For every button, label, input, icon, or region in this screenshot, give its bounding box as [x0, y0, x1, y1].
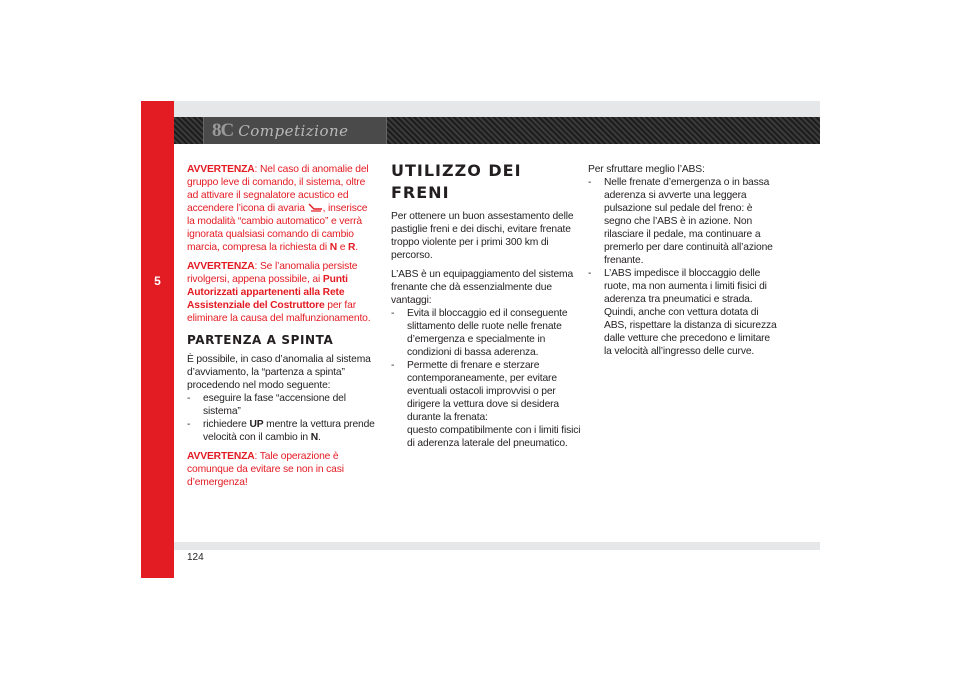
abs-intro: Per sfruttare meglio l’ABS:	[588, 164, 705, 175]
section-heading-push-start: PARTENZA A SPINTA	[187, 333, 334, 347]
footer-bar	[174, 542, 820, 550]
brakes-paragraph-2: L’ABS è un equipaggiamento del sistema frenante che dà essenzialmente due vantaggi:	[391, 269, 574, 306]
warning-paragraph-1: AVVERTENZA: Nel caso di anomalie del gruppo leve di comando, il sistema, oltre ad attivare il segnalatore acustico ed accendere l’icona di avaria , inserisce la modalità “cambio automatico” e verrà ignorata qualsiasi comando di cambio marcia, compresa la richiesta di N e R.	[187, 164, 369, 253]
brand-logo	[203, 117, 387, 144]
page-number: 124	[187, 552, 204, 563]
push-start-steps	[187, 392, 377, 444]
push-start-intro: È possibile, in caso d’anomalia al sistema d’avviamento, la “partenza a spinta” procedendo nel modo seguente:	[187, 354, 371, 391]
warning-label: AVVERTENZA	[187, 451, 255, 462]
chapter-sidebar	[141, 101, 174, 578]
brakes-paragraph-1: Per ottenere un buon assestamento delle pastiglie freni e dei dischi, evitare frenate troppo violente per i primi 300 km di percorso.	[391, 211, 574, 261]
list-item: - L’ABS impedisce il bloccaggio delle ruote, ma non aumenta i limiti fisici di aderenza tra pneumatici e strada. Quindi, anche con vettura dotata di ABS, rispettare la distanza di sicurezza dalle vetture che precedono e limitare la velocità all’ingresso delle curve.	[588, 268, 777, 357]
warning-label: AVVERTENZA	[187, 164, 255, 175]
list-item: - Permette di frenare e sterzare contemporaneamente, per evitare eventuali ostacoli improvvisi o per dirigere la vettura dove si desidera durante la frenata:	[391, 360, 559, 423]
warning-paragraph-3: AVVERTENZA: Tale operazione è comunque da evitare se non in casi d’emergenza!	[187, 451, 344, 488]
logo-brand: 8C	[212, 119, 234, 141]
brakes-item-continuation: questo compatibilmente con i limiti fisici di aderenza laterale del pneumatico.	[407, 425, 581, 449]
list-item: - richiedere UP mentre la vettura prende velocità con il cambio in N.	[187, 419, 375, 443]
column-middle	[391, 160, 581, 456]
gearbox-fault-icon	[308, 203, 323, 214]
logo-script: Competizione	[238, 121, 349, 140]
warning-label: AVVERTENZA	[187, 261, 255, 272]
header-bar	[174, 101, 820, 117]
chapter-number: 5	[154, 274, 161, 288]
warning-paragraph-2: AVVERTENZA: Se l’anomalia persiste rivolgersi, appena possibile, ai Punti Autorizzati appartenenti alla Rete Assistenziale del Costruttore per far eliminare la causa del malfunzionamento.	[187, 261, 371, 324]
list-item: - eseguire la fase “accensione del sistema”	[187, 393, 346, 417]
abs-tips-list	[588, 176, 778, 358]
list-item: - Evita il bloccaggio ed il conseguente slittamento delle ruote nelle frenate d’emergenza e specialmente in condizioni di bassa aderenza.	[391, 308, 568, 358]
column-left	[187, 163, 377, 495]
list-item: - Nelle frenate d’emergenza o in bassa aderenza si avverte una leggera pulsazione sul pedale del freno: è segno che l’ABS è in azione. Non rilasciare il pedale, ma continuare a premerlo per dare continuità all’azione frenante.	[588, 177, 773, 266]
column-right	[588, 163, 778, 364]
abs-advantages-list	[391, 307, 581, 424]
section-heading-brakes: UTILIZZO DEI FRENI	[391, 161, 522, 202]
